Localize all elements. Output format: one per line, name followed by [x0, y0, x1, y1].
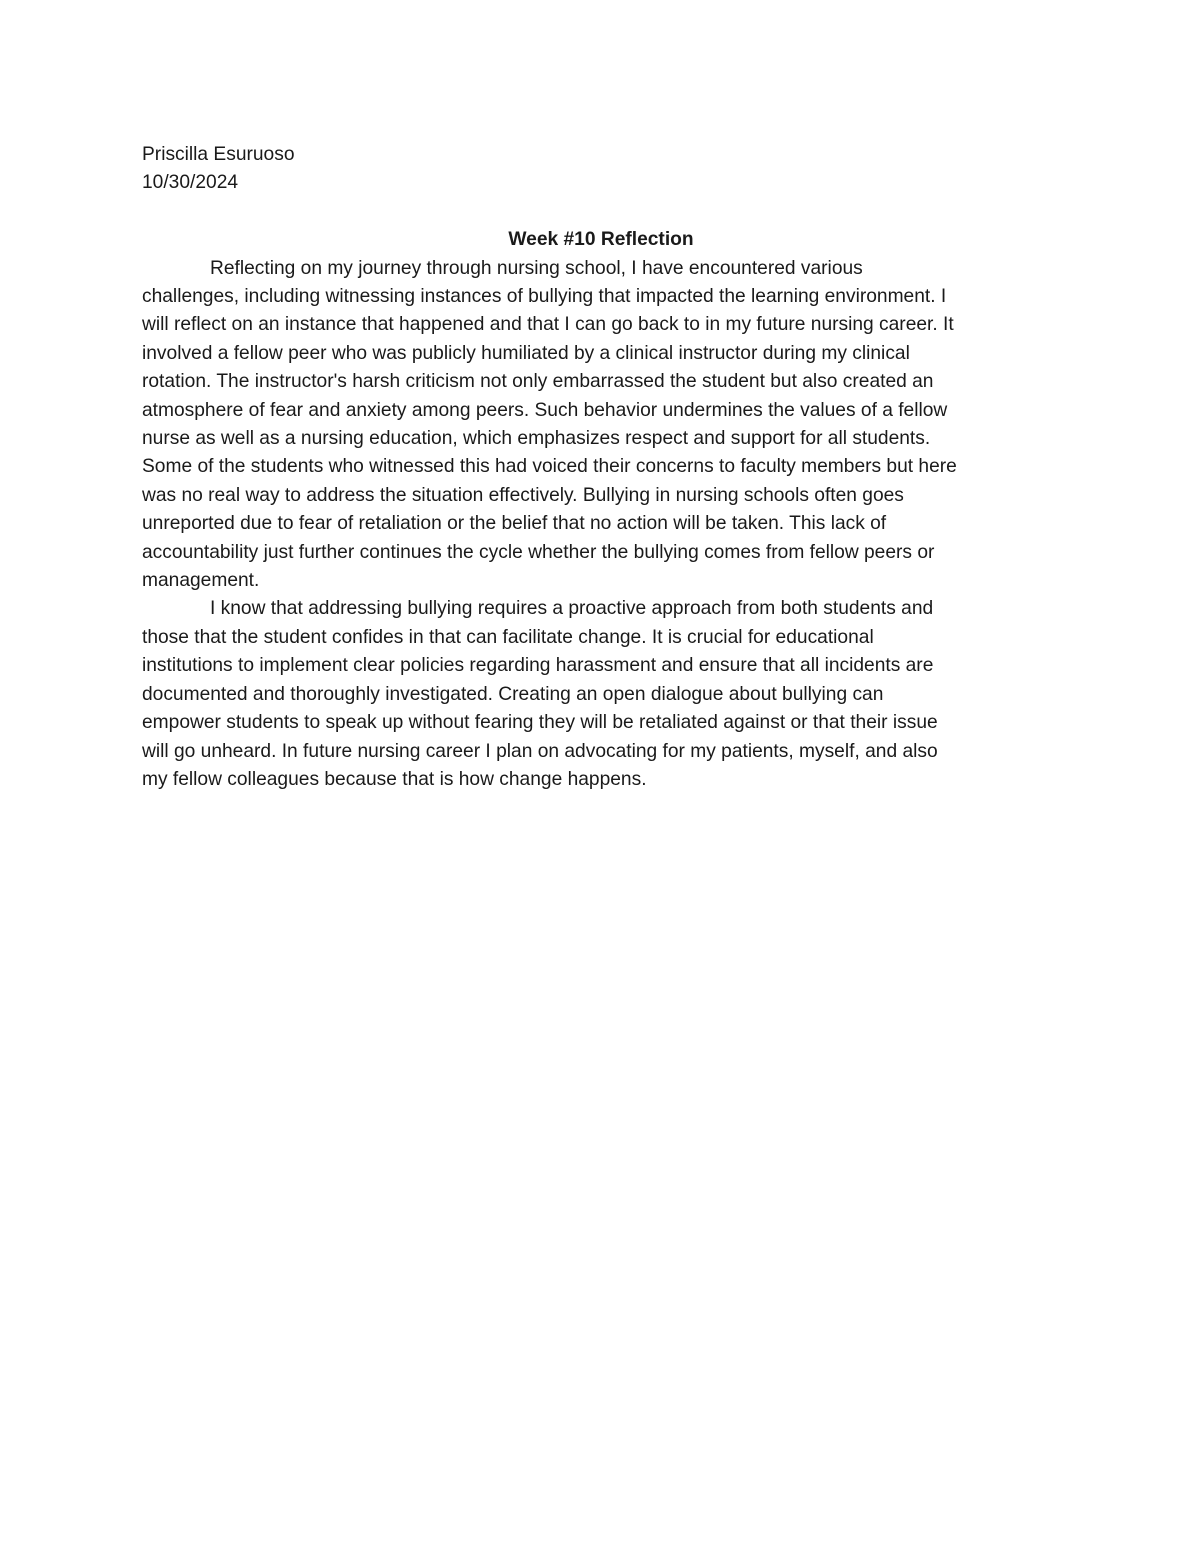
document-body	[142, 141, 1060, 794]
document-date: 10/30/2024	[142, 172, 239, 194]
paragraph-2	[142, 595, 1060, 794]
paragraph-line: management.	[142, 570, 260, 592]
paragraph-line: was no real way to address the situation effectively. Bullying in nursing schools often goes	[142, 484, 904, 506]
paragraph-line: rotation. The instructor's harsh criticism not only embarrassed the student but also created an	[142, 371, 934, 393]
document-title: Week #10 Reflection	[508, 229, 694, 251]
paragraph-line: I know that addressing bullying requires a proactive approach from both students and	[210, 598, 934, 620]
paragraph-line: involved a fellow peer who was publicly humiliated by a clinical instructor during my clinical	[142, 342, 910, 364]
paragraph-line: challenges, including witnessing instances of bullying that impacted the learning environment. I	[142, 286, 947, 308]
paragraph-line: empower students to speak up without fearing they will be retaliated against or that their issue	[142, 712, 938, 734]
paragraph-line: those that the student confides in that can facilitate change. It is crucial for educational	[142, 626, 874, 648]
paragraph-line: accountability just further continues the cycle whether the bullying comes from fellow peers or	[142, 541, 935, 563]
paragraph-line: will reflect on an instance that happened and that I can go back to in my future nursing career. It	[142, 314, 954, 336]
paragraph-line: unreported due to fear of retaliation or the belief that no action will be taken. This lack of	[142, 513, 887, 535]
paragraph-line: Some of the students who witnessed this had voiced their concerns to faculty members but here	[142, 456, 957, 478]
author-name: Priscilla Esuruoso	[142, 144, 295, 165]
paragraph-line: atmosphere of fear and anxiety among peers. Such behavior undermines the values of a fellow	[142, 399, 948, 421]
paragraph-line: will go unheard. In future nursing career I plan on advocating for my patients, myself, and also	[142, 740, 938, 762]
paragraph-line: nurse as well as a nursing education, which emphasizes respect and support for all students.	[142, 428, 931, 450]
paragraph-line: my fellow colleagues because that is how change happens.	[142, 768, 647, 790]
paragraph-line: documented and thoroughly investigated. Creating an open dialogue about bullying can	[142, 683, 884, 705]
paragraph-line: Reflecting on my journey through nursing school, I have encountered various	[210, 257, 863, 279]
paragraph-line: institutions to implement clear policies regarding harassment and ensure that all incidents are	[142, 655, 934, 677]
paragraph-1	[142, 255, 1060, 596]
